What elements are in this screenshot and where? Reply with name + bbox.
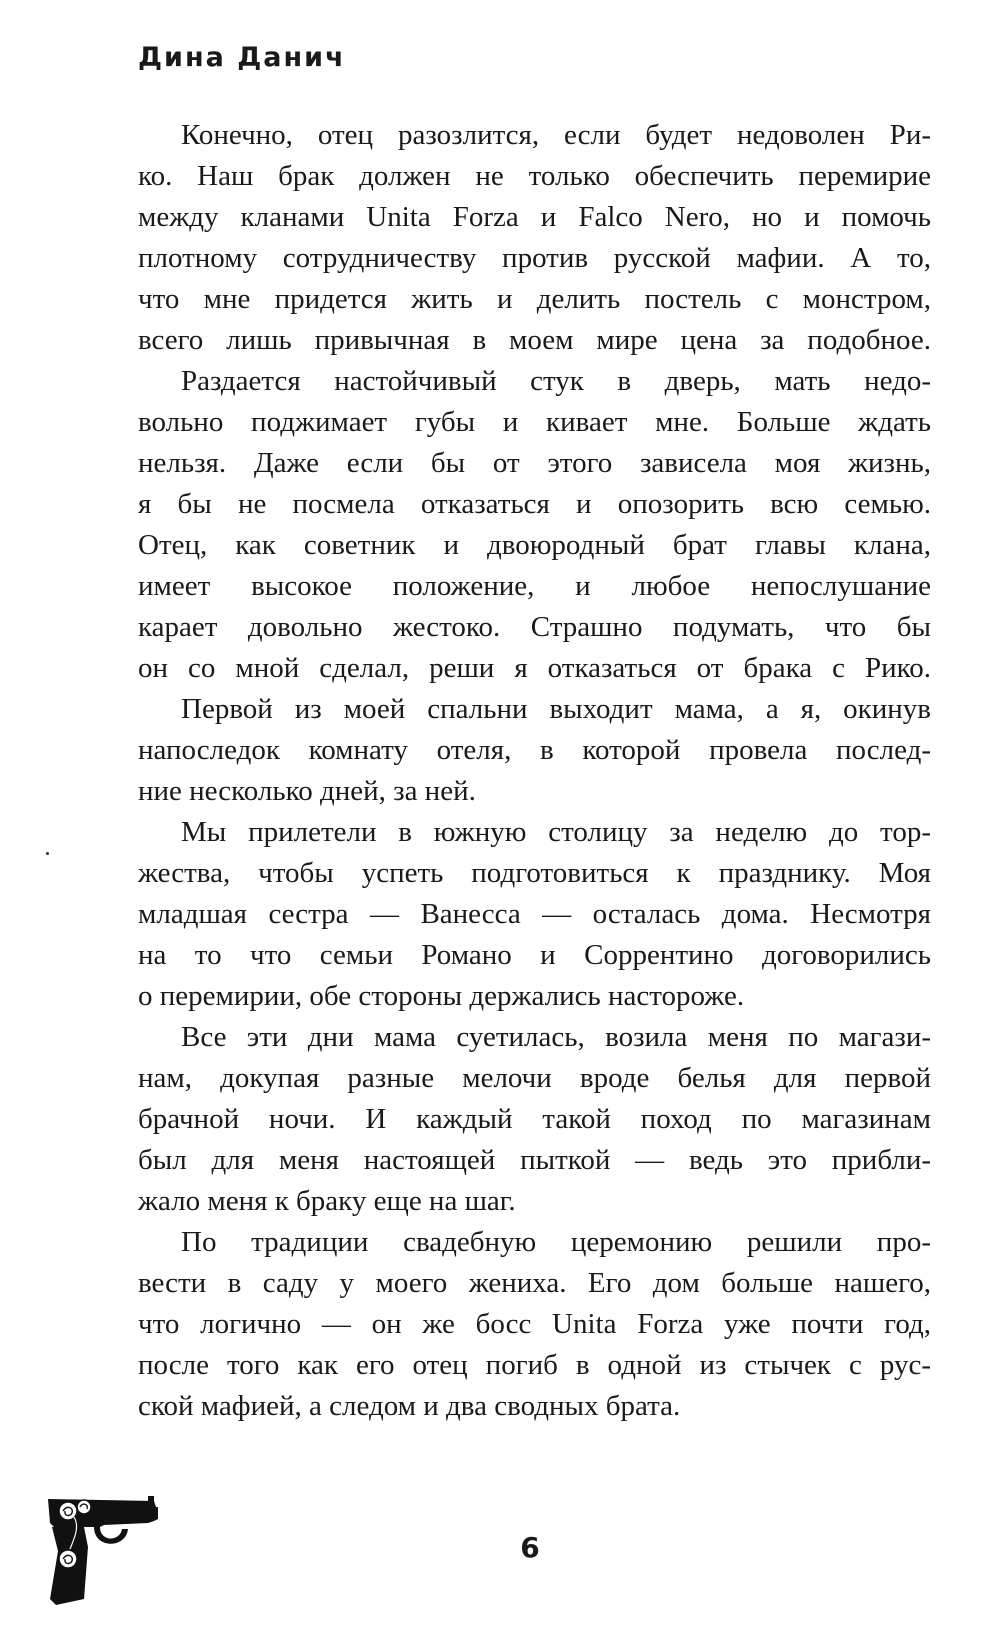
pistol-with-roses-icon — [44, 1487, 162, 1607]
text-line: на то что семьи Романо и Соррентино договорились — [138, 939, 931, 971]
text-line: что логично — он же босс Unita Forza уже почти год, — [138, 1308, 931, 1340]
running-head: Дина Данич — [138, 42, 346, 73]
text-line: карает довольно жестоко. Страшно подумать, что бы — [138, 611, 931, 643]
text-line: я бы не посмела отказаться и опозорить всю семью. — [138, 488, 931, 520]
text-line: Мы прилетели в южную столицу за неделю до тор- — [181, 816, 931, 848]
text-line: напоследок комнату отеля, в которой провела послед- — [138, 734, 931, 766]
page-number: 6 — [520, 1531, 540, 1564]
text-line: ние несколько дней, за ней. — [138, 775, 476, 807]
text-line: плотному сотрудничеству против русской мафии. А то, — [138, 242, 931, 274]
text-line: ко. Наш брак должен не только обеспечить перемирие — [138, 160, 931, 192]
text-line: он со мной сделал, реши я отказаться от брака с Рико. — [138, 652, 931, 684]
text-line: о перемирии, обе стороны держались настороже. — [138, 980, 745, 1012]
text-line: что мне придется жить и делить постель с монстром, — [138, 283, 931, 315]
text-line: Первой из моей спальни выходит мама, а я, окинув — [181, 693, 931, 725]
text-line: имеет высокое положение, и любое непослушание — [138, 570, 931, 602]
text-line: нельзя. Даже если бы от этого зависела моя жизнь, — [138, 447, 931, 479]
text-line: жества, чтобы успеть подготовиться к празднику. Моя — [138, 857, 931, 889]
text-line: нам, докупая разные мелочи вроде белья для первой — [138, 1062, 931, 1094]
text-line: Конечно, отец разозлится, если будет недоволен Ри- — [181, 119, 931, 151]
text-line: Отец, как советник и двоюродный брат главы клана, — [138, 529, 931, 561]
text-line: жало меня к браку еще на шаг. — [138, 1185, 516, 1217]
text-line: брачной ночи. И каждый такой поход по магазинам — [138, 1103, 931, 1135]
text-line: между кланами Unita Forza и Falco Nero, но и помочь — [138, 201, 931, 233]
text-line: младшая сестра — Ванесса — осталась дома. Несмотря — [138, 898, 931, 930]
text-line: ской мафией, а следом и два сводных брата. — [138, 1390, 681, 1422]
text-line: после того как его отец погиб в одной из стычек с рус- — [138, 1349, 931, 1381]
text-line: был для меня настоящей пыткой — ведь это прибли- — [138, 1144, 931, 1176]
print-speck — [46, 852, 49, 855]
text-line: всего лишь привычная в моем мире цена за подобное. — [138, 324, 931, 356]
text-line: вести в саду у моего жениха. Его дом больше нашего, — [138, 1267, 931, 1299]
text-line: вольно поджимает губы и кивает мне. Больше ждать — [138, 406, 931, 438]
text-line: По традиции свадебную церемонию решили про- — [181, 1226, 931, 1258]
text-line: Раздается настойчивый стук в дверь, мать недо- — [181, 365, 931, 397]
text-line: Все эти дни мама суетилась, возила меня по магази- — [181, 1021, 931, 1053]
